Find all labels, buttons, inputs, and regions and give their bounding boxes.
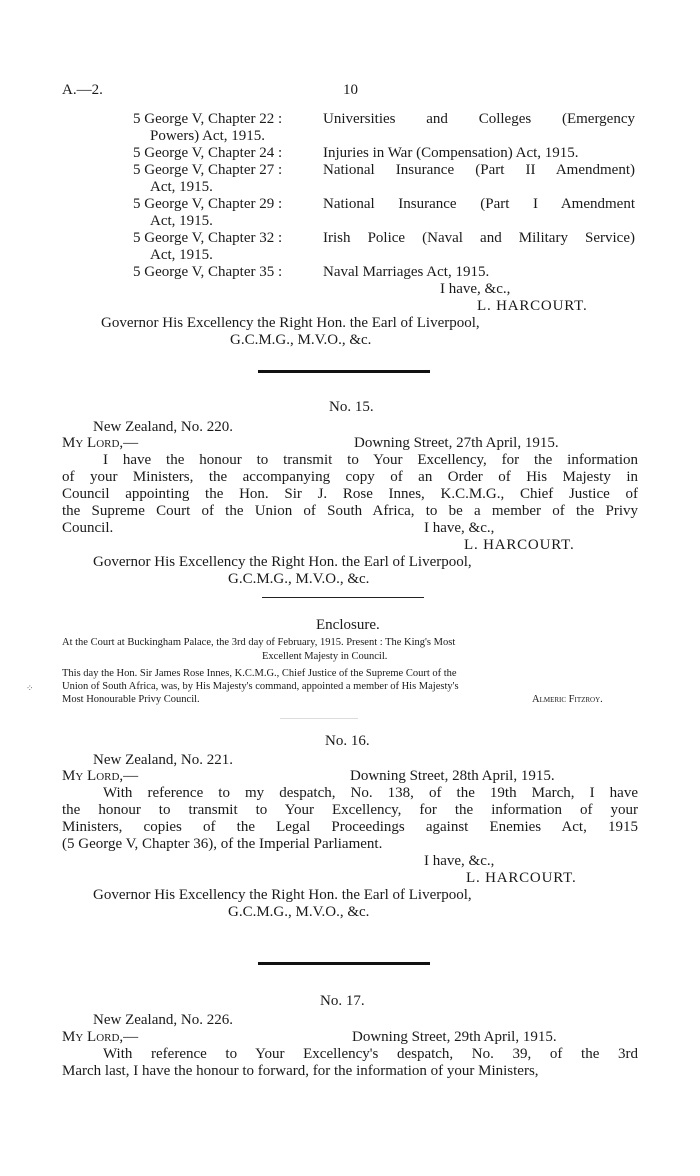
despatch-reference: New Zealand, No. 221. [93,752,233,768]
section-divider [258,370,430,373]
court-line: Excellent Majesty in Council. [262,651,388,662]
order-line: Union of South Africa, was, by His Majesty's command, appointed a member of His Majesty's [62,681,459,692]
section-divider [262,597,424,598]
act-title: Irish Police (Naval and Military Service) [323,230,635,246]
act-chapter: 5 George V, Chapter 22 : [133,111,283,127]
body-line: the Supreme Court of the Union of South Africa, to be a member of the Privy [62,503,638,519]
act-title: Naval Marriages Act, 1915. [323,264,490,280]
court-line: At the Court at Buckingham Palace, the 3rd day of February, 1915. Present : The King's Most [62,637,456,648]
body-line: Council. [62,520,114,536]
act-title: National Insurance (Part II Amendment) [323,162,635,178]
salutation: My Lord,— [62,768,139,784]
closing-have: I have, &c., [440,281,511,297]
act-title-cont: Powers) Act, 1915. [150,128,265,144]
salutation: My Lord,— [62,1029,139,1045]
body-line: Council appointing the Hon. Sir J. Rose Innes, K.C.M.G., Chief Justice of [62,486,638,502]
despatch-date: Downing Street, 28th April, 1915. [350,768,555,784]
page-number: 10 [343,82,358,98]
body-line: With reference to my despatch, No. 138, of the 19th March, I have [103,785,638,801]
act-chapter: 5 George V, Chapter 29 : [133,196,283,212]
act-chapter: 5 George V, Chapter 32 : [133,230,283,246]
despatch-heading: No. 15. [329,399,374,415]
body-line: Ministers, copies of the Legal Proceedings against Enemies Act, 1915 [62,819,638,835]
act-chapter: 5 George V, Chapter 24 : [133,145,283,161]
body-line: With reference to Your Excellency's despatch, No. 39, of the 3rd [103,1046,638,1062]
governor-address: Governor His Excellency the Right Hon. the Earl of Liverpool, [101,315,480,331]
closing-have: I have, &c., [424,520,495,536]
governor-address: Governor His Excellency the Right Hon. the Earl of Liverpool, [93,554,472,570]
act-title: Universities and Colleges (Emergency [323,111,635,127]
despatch-reference: New Zealand, No. 226. [93,1012,233,1028]
despatch-heading: No. 17. [320,993,365,1009]
clerk-signature: Almeric Fitzroy. [532,694,603,705]
governor-honours: G.C.M.G., M.V.O., &c. [228,904,370,920]
body-line: the honour to transmit to Your Excellency, for the information of your [62,802,638,818]
body-line: of your Ministers, the accompanying copy of an Order of His Majesty in [62,469,638,485]
order-line: Most Honourable Privy Council. [62,694,200,705]
governor-honours: G.C.M.G., M.V.O., &c. [230,332,372,348]
despatch-date: Downing Street, 29th April, 1915. [352,1029,557,1045]
body-line: (5 George V, Chapter 36), of the Imperial Parliament. [62,836,383,852]
section-divider [258,962,430,965]
despatch-reference: New Zealand, No. 220. [93,419,233,435]
signature-name: L. HARCOURT. [466,870,577,886]
signature-name: L. HARCOURT. [464,537,575,553]
act-title-cont: Act, 1915. [150,179,213,195]
salutation: My Lord,— [62,435,139,451]
signature-name: L. HARCOURT. [477,298,588,314]
governor-address: Governor His Excellency the Right Hon. the Earl of Liverpool, [93,887,472,903]
act-title: National Insurance (Part I Amendment [323,196,635,212]
page-reference: A.—2. [62,82,103,98]
despatch-heading: No. 16. [325,733,370,749]
margin-mark: ⁘ [26,683,34,693]
despatch-date: Downing Street, 27th April, 1915. [354,435,559,451]
enclosure-heading: Enclosure. [316,617,380,633]
section-divider [280,718,358,719]
act-chapter: 5 George V, Chapter 27 : [133,162,283,178]
body-line: March last, I have the honour to forward, for the information of your Ministers, [62,1063,539,1079]
closing-have: I have, &c., [424,853,495,869]
act-title-cont: Act, 1915. [150,247,213,263]
act-title-cont: Act, 1915. [150,213,213,229]
act-title: Injuries in War (Compensation) Act, 1915. [323,145,579,161]
act-chapter: 5 George V, Chapter 35 : [133,264,283,280]
body-line: I have the honour to transmit to Your Excellency, for the information [103,452,638,468]
governor-honours: G.C.M.G., M.V.O., &c. [228,571,370,587]
order-line: This day the Hon. Sir James Rose Innes, K.C.M.G., Chief Justice of the Supreme Court of the [62,668,457,679]
